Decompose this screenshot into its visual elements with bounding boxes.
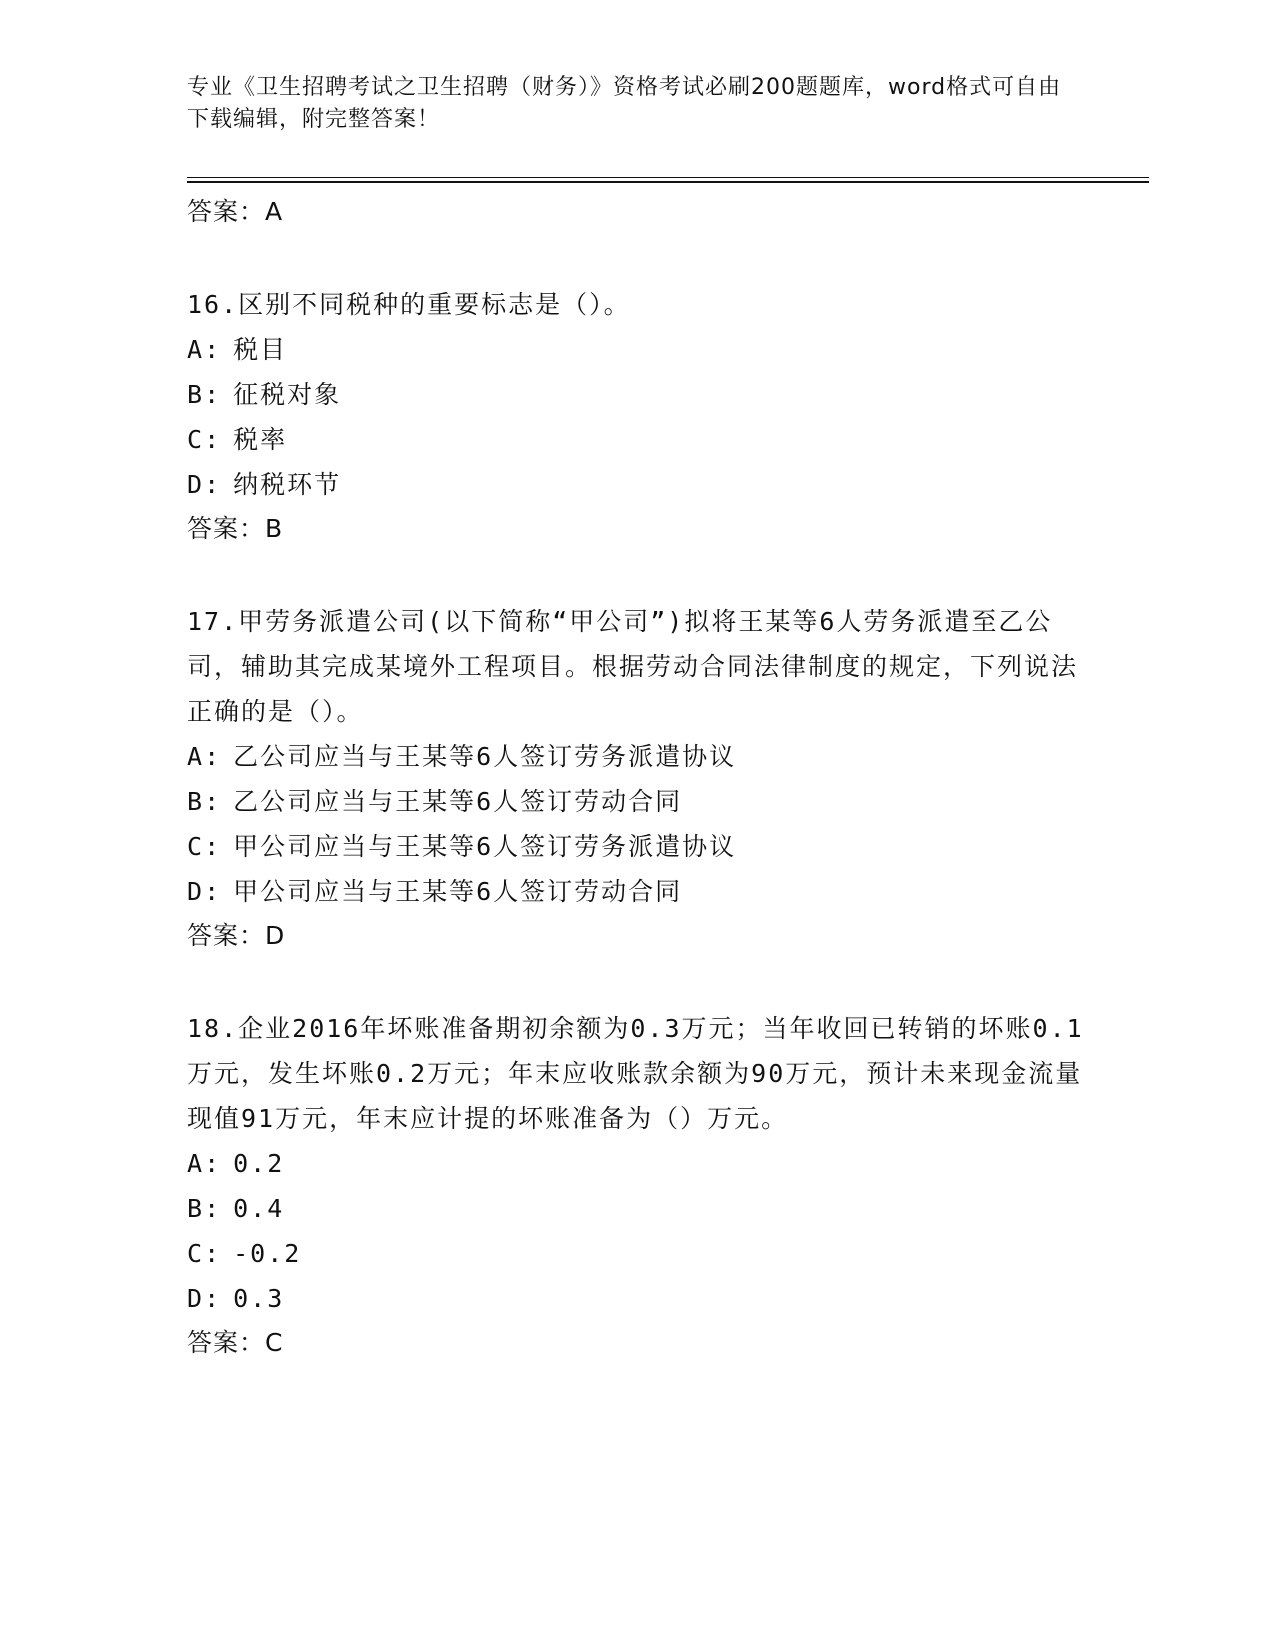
question-stem: [187, 599, 1087, 734]
spacer: [187, 551, 1087, 599]
question-stem: [187, 282, 1087, 327]
option-separator: :: [204, 470, 222, 499]
previous-answer: [187, 190, 1087, 234]
option-text: 乙公司应当与王某等6人签订劳务派遣协议: [233, 742, 737, 771]
option-key: B: [187, 1194, 205, 1223]
option-text: 税率: [233, 425, 288, 454]
option-separator: :: [204, 1194, 222, 1223]
option-a: [187, 327, 1087, 372]
option-separator: :: [204, 1149, 222, 1178]
answer-value: C: [265, 1328, 284, 1357]
option-text: 甲公司应当与王某等6人签订劳动合同: [233, 877, 683, 906]
question-text: 甲劳务派遣公司(以下简称“甲公司”)拟将王某等6人劳务派遣至乙公司，辅助其完成某境外工程项目。根据劳动合同法律制度的规定，下列说法正确的是（）。: [187, 607, 1079, 726]
spacer: [187, 958, 1087, 1006]
header-title: 专业《卫生招聘考试之卫生招聘（财务）》资格考试必刷200题题库，word格式可自由下载编辑，附完整答案！: [187, 75, 1062, 132]
question-18: [187, 1006, 1087, 1365]
question-list: [187, 190, 1087, 1365]
option-d: [187, 462, 1087, 507]
answer-label: 答案：: [187, 197, 266, 226]
option-text: 0.4: [233, 1194, 285, 1223]
option-text: -0.2: [233, 1239, 302, 1268]
option-separator: :: [204, 742, 222, 771]
option-key: C: [187, 425, 205, 454]
option-separator: :: [204, 335, 222, 364]
answer-label: 答案：: [187, 1328, 266, 1357]
answer-value: B: [265, 514, 284, 543]
option-text: 0.3: [233, 1284, 285, 1313]
option-key: A: [187, 742, 205, 771]
question-number: 17.: [187, 607, 239, 636]
question-text: 区别不同税种的重要标志是（）。: [238, 290, 631, 319]
question-16: [187, 282, 1087, 551]
document-header: [187, 72, 1067, 136]
option-key: D: [187, 470, 205, 499]
question-number: 18.: [187, 1014, 239, 1043]
answer-value: A: [265, 197, 284, 226]
option-b: [187, 1186, 1087, 1231]
option-a: [187, 1141, 1087, 1186]
question-17: [187, 599, 1087, 958]
answer-label: 答案：: [187, 514, 266, 543]
option-text: 纳税环节: [233, 470, 342, 499]
question-text: 企业2016年坏账准备期初余额为0.3万元；当年收回已转销的坏账0.1万元，发生坏账0.2万元；年末应收账款余额为90万元，预计未来现金流量现值91万元，年末应计提的坏账准备为（）万元。: [187, 1014, 1084, 1133]
header-rule-thin: [187, 177, 1149, 178]
option-separator: :: [204, 787, 222, 816]
option-a: [187, 734, 1087, 779]
question-stem: [187, 1006, 1087, 1141]
option-separator: :: [204, 877, 222, 906]
option-d: [187, 869, 1087, 914]
option-text: 甲公司应当与王某等6人签订劳务派遣协议: [233, 832, 737, 861]
option-key: B: [187, 787, 205, 816]
option-separator: :: [204, 425, 222, 454]
option-key: C: [187, 832, 205, 861]
option-key: A: [187, 1149, 205, 1178]
option-c: [187, 824, 1087, 869]
answer-line: [187, 914, 1087, 958]
answer-line: [187, 1321, 1087, 1365]
answer-value: D: [265, 921, 286, 950]
option-key: B: [187, 380, 205, 409]
answer-line: [187, 507, 1087, 551]
option-text: 0.2: [233, 1149, 285, 1178]
option-text: 乙公司应当与王某等6人签订劳动合同: [233, 787, 683, 816]
option-key: A: [187, 335, 205, 364]
option-separator: :: [204, 1239, 222, 1268]
header-rule-thick: [187, 181, 1149, 183]
option-separator: :: [204, 832, 222, 861]
option-text: 征税对象: [233, 380, 342, 409]
option-b: [187, 779, 1087, 824]
question-number: 16.: [187, 290, 239, 319]
option-key: D: [187, 877, 205, 906]
option-separator: :: [204, 1284, 222, 1313]
option-key: D: [187, 1284, 205, 1313]
option-c: [187, 1231, 1087, 1276]
option-c: [187, 417, 1087, 462]
option-text: 税目: [233, 335, 288, 364]
option-separator: :: [204, 380, 222, 409]
option-key: C: [187, 1239, 205, 1268]
answer-label: 答案：: [187, 921, 266, 950]
option-d: [187, 1276, 1087, 1321]
option-b: [187, 372, 1087, 417]
spacer: [187, 234, 1087, 282]
